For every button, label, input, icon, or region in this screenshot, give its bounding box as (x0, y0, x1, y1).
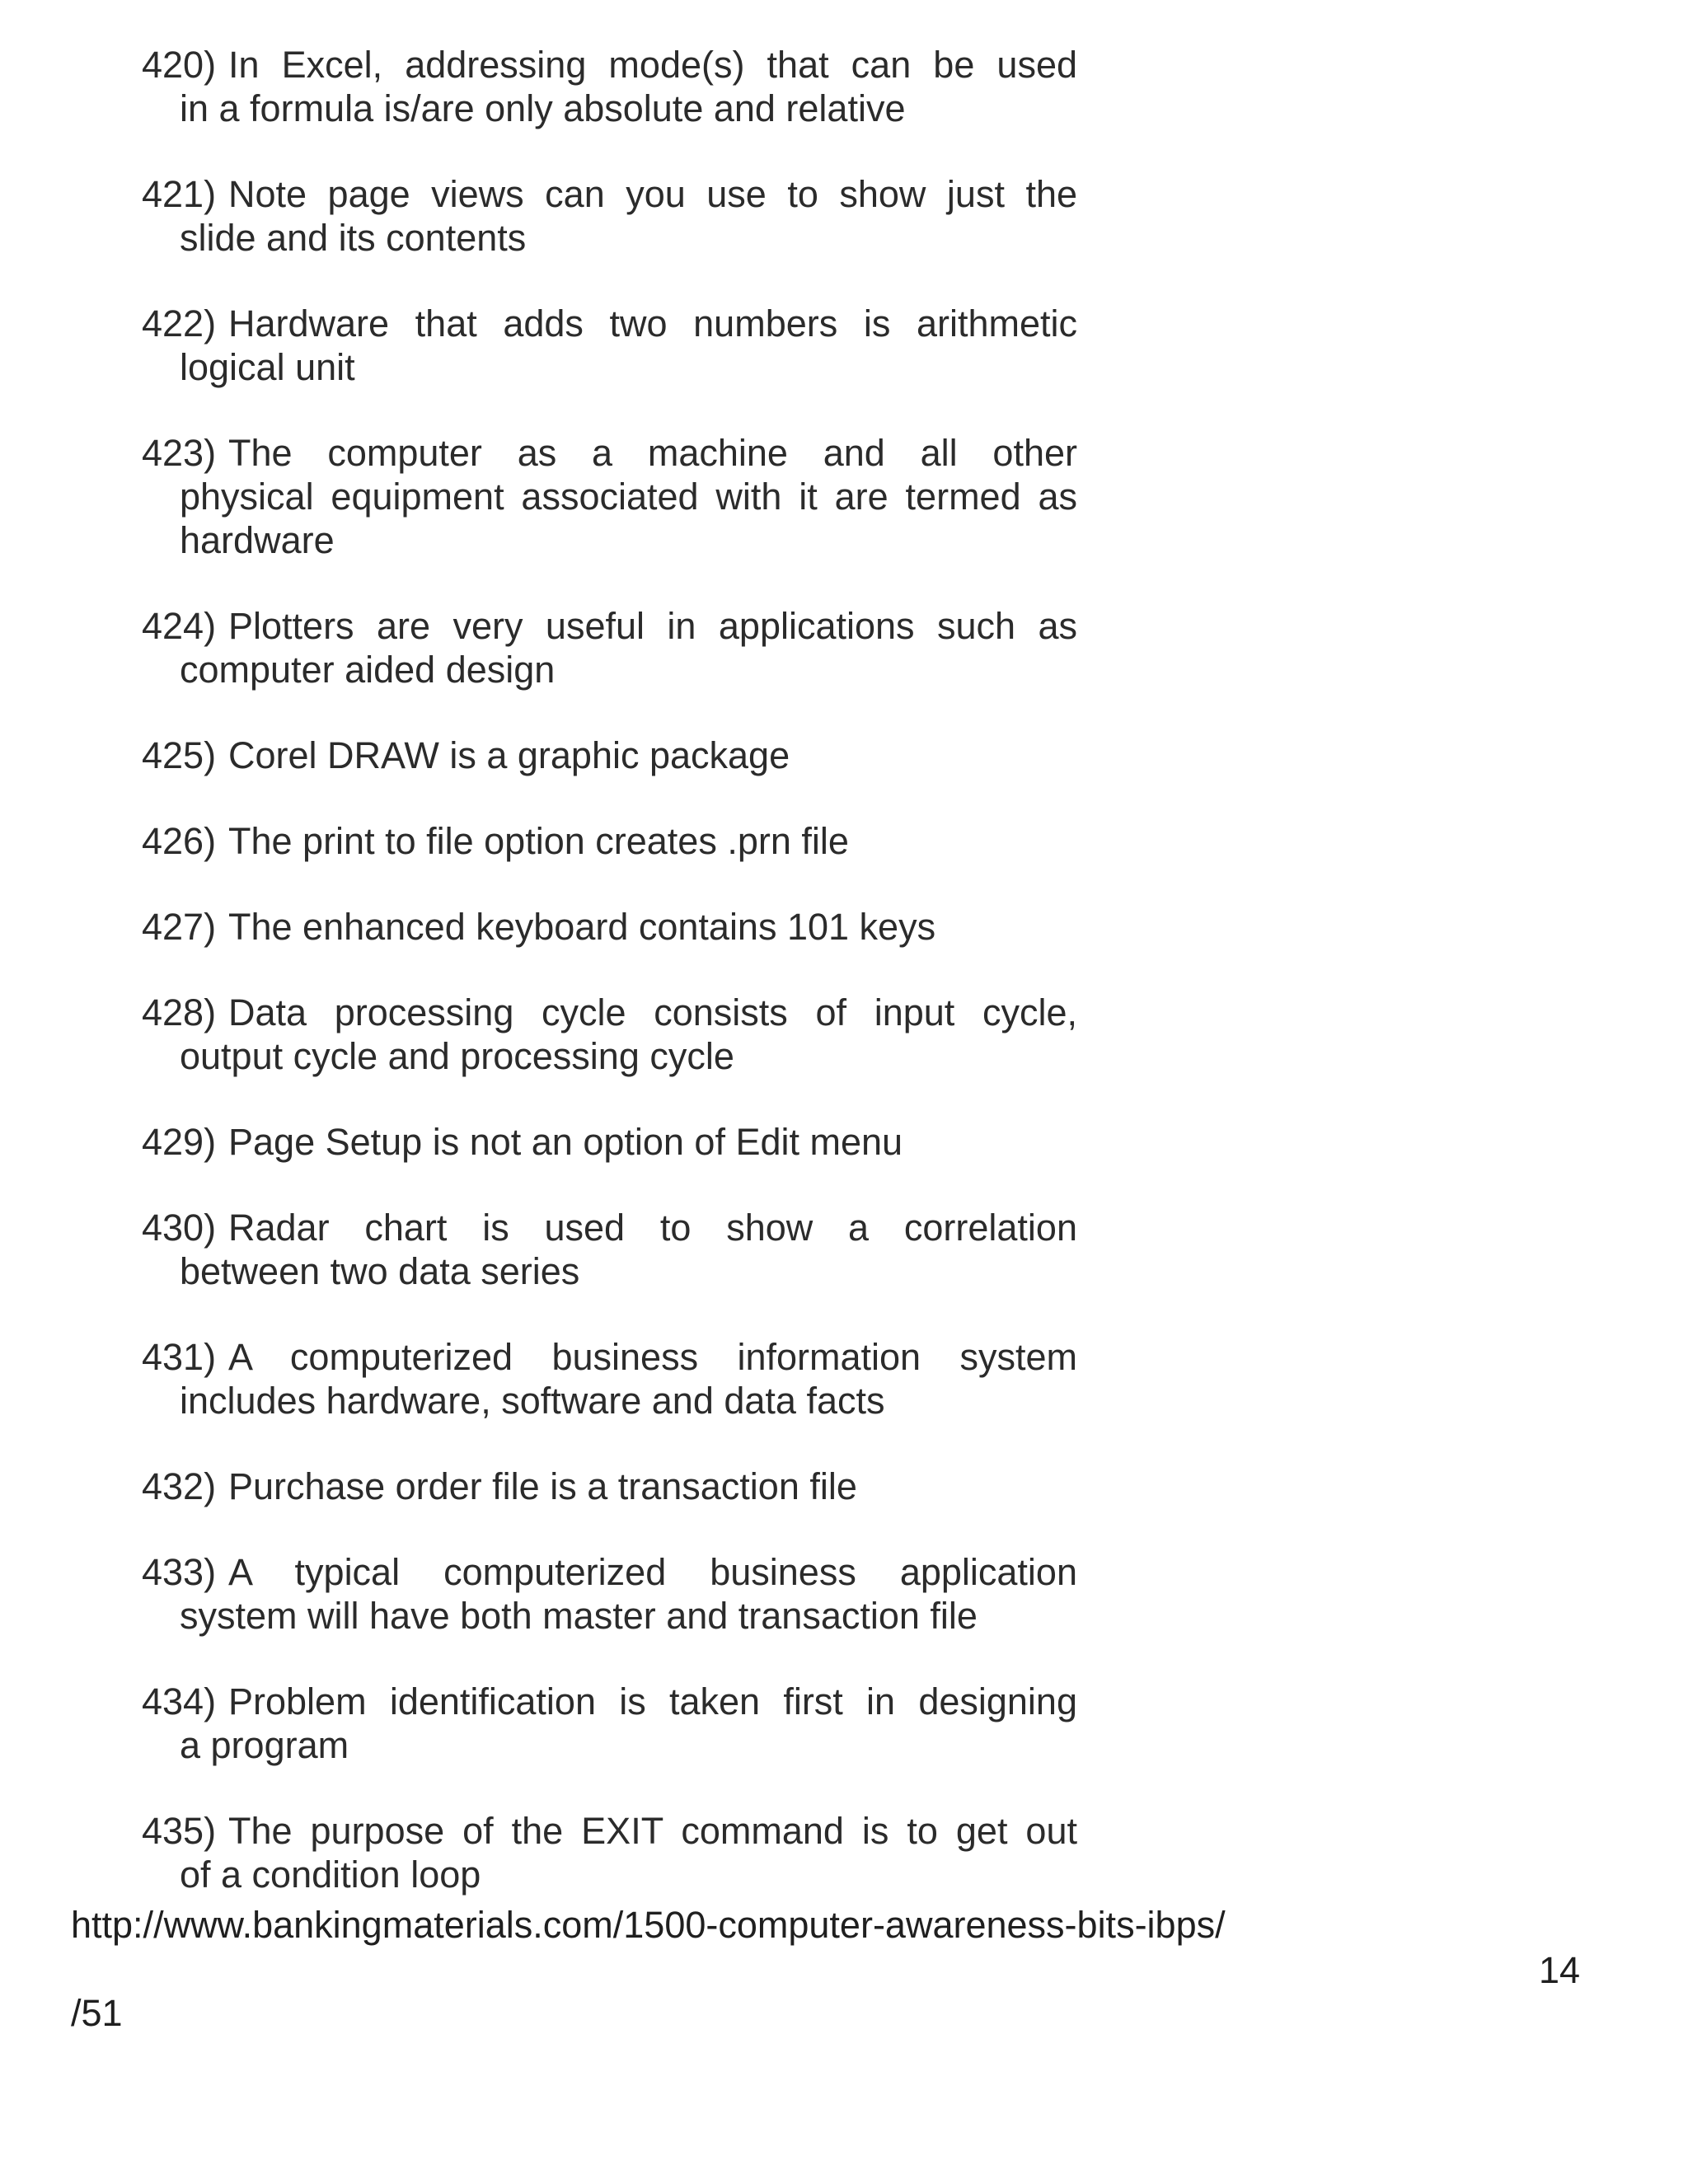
item-text: output cycle and processing cycle (180, 1035, 734, 1077)
item-number: 427) (142, 906, 217, 948)
item-line (142, 991, 1077, 1034)
item-text: between two data series (180, 1250, 580, 1292)
item-number: 422) (142, 302, 217, 344)
item-line (142, 604, 1077, 648)
item-text: Hardware that adds two numbers is arithmetic (228, 302, 1077, 344)
item-number: 426) (142, 820, 217, 862)
item-text: The purpose of the EXIT command is to get out (228, 1810, 1077, 1852)
list-item (142, 302, 1077, 389)
item-text: Plotters are very useful in applications such as (228, 605, 1077, 647)
item-number: 435) (142, 1810, 217, 1852)
list-item (142, 172, 1077, 260)
item-line (142, 819, 1077, 863)
item-text: logical unit (180, 346, 355, 388)
page-number: 14 (1538, 1949, 1580, 1991)
list-item (142, 1680, 1077, 1767)
item-number: 421) (142, 173, 217, 215)
list-item (142, 1120, 1077, 1164)
item-line (142, 43, 1077, 87)
item-number: 423) (142, 432, 217, 474)
item-text: includes hardware, software and data facts (180, 1380, 885, 1422)
item-number: 428) (142, 991, 217, 1033)
list-item (142, 991, 1077, 1078)
list-item (142, 431, 1077, 562)
list-item (142, 43, 1077, 130)
item-text: The computer as a machine and all other (228, 432, 1077, 474)
item-line (142, 1335, 1077, 1379)
item-line (142, 1550, 1077, 1594)
item-line (142, 431, 1077, 475)
list-item (142, 604, 1077, 691)
item-number: 425) (142, 734, 217, 776)
list-item (142, 1550, 1077, 1638)
item-number: 430) (142, 1207, 217, 1249)
item-text: The print to file option creates .prn file (228, 820, 849, 862)
item-line (142, 1680, 1077, 1723)
item-line (142, 905, 1077, 949)
item-number: 431) (142, 1336, 217, 1378)
item-number: 424) (142, 605, 217, 647)
item-text: In Excel, addressing mode(s) that can be used (228, 44, 1077, 86)
item-text: The enhanced keyboard contains 101 keys (228, 906, 936, 948)
item-text: slide and its contents (180, 217, 527, 259)
item-text: Corel DRAW is a graphic package (228, 734, 790, 776)
page-total: /51 (71, 1992, 123, 2034)
item-text: physical equipment associated with it are termed as (180, 476, 1077, 518)
list-item (142, 1335, 1077, 1422)
item-text: A computerized business information system (228, 1336, 1077, 1378)
item-line (142, 302, 1077, 345)
item-text: of a condition loop (180, 1854, 481, 1896)
item-text: Note page views can you use to show just the (228, 173, 1077, 215)
list-item (142, 733, 1077, 777)
item-number: 434) (142, 1680, 217, 1722)
item-number: 432) (142, 1465, 217, 1507)
item-text: system will have both master and transaction file (180, 1595, 978, 1637)
list-item (142, 905, 1077, 949)
item-number: 420) (142, 44, 217, 86)
footer-url: http://www.bankingmaterials.com/1500-computer-awareness-bits-ibps/ (71, 1904, 1226, 1946)
list-item (142, 1465, 1077, 1508)
item-text: Data processing cycle consists of input cycle, (228, 991, 1077, 1033)
item-text: Radar chart is used to show a correlation (228, 1207, 1077, 1249)
list-item (142, 1809, 1077, 1896)
list-item (142, 1206, 1077, 1293)
item-text: in a formula is/are only absolute and relative (180, 87, 906, 129)
item-line (142, 1120, 1077, 1164)
item-line (142, 1809, 1077, 1853)
item-text: A typical computerized business application (228, 1551, 1077, 1593)
item-number: 429) (142, 1121, 217, 1163)
item-line (142, 172, 1077, 216)
item-text: Problem identification is taken first in designing (228, 1680, 1077, 1722)
list-item (142, 819, 1077, 863)
item-text: Page Setup is not an option of Edit menu (228, 1121, 903, 1163)
item-number: 433) (142, 1551, 217, 1593)
item-text: Purchase order file is a transaction file (228, 1465, 857, 1507)
item-line (142, 733, 1077, 777)
item-line (142, 1206, 1077, 1249)
item-text: computer aided design (180, 649, 556, 691)
item-text: hardware (180, 519, 335, 561)
item-text: a program (180, 1724, 349, 1766)
item-line (142, 1465, 1077, 1508)
